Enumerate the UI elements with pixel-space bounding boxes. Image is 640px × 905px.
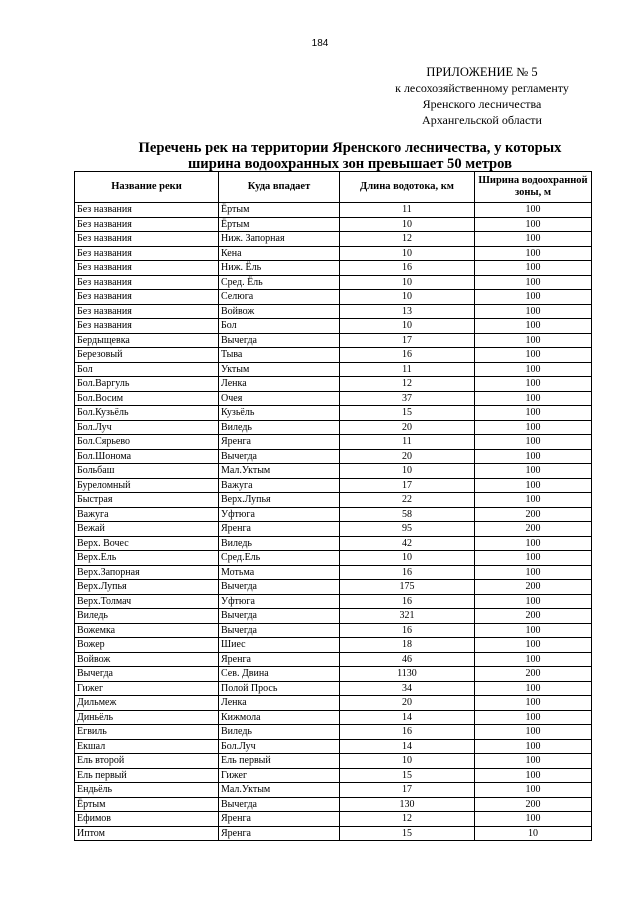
- length-cell: 20: [340, 420, 475, 435]
- zone-width-cell: 100: [475, 290, 592, 305]
- river-name-cell: Без названия: [75, 290, 219, 305]
- table-row: [75, 478, 592, 493]
- table-row: [75, 681, 592, 696]
- length-cell: 22: [340, 493, 475, 508]
- flows-into-cell: Ёртым: [219, 217, 340, 232]
- river-name-cell: Без названия: [75, 275, 219, 290]
- flows-into-cell: Ниж. Ёль: [219, 261, 340, 276]
- table-row: [75, 493, 592, 508]
- flows-into-cell: Сред.Ель: [219, 551, 340, 566]
- length-cell: 16: [340, 623, 475, 638]
- flows-into-cell: Яренга: [219, 435, 340, 450]
- length-cell: 175: [340, 580, 475, 595]
- river-name-cell: Вожер: [75, 638, 219, 653]
- appendix-block: [292, 64, 592, 128]
- flows-into-cell: Ленка: [219, 377, 340, 392]
- river-name-cell: Бол.Луч: [75, 420, 219, 435]
- length-cell: 12: [340, 377, 475, 392]
- flows-into-cell: Кижмола: [219, 710, 340, 725]
- river-name-cell: Бол.Варгуль: [75, 377, 219, 392]
- zone-width-cell: 200: [475, 609, 592, 624]
- length-cell: 1130: [340, 667, 475, 682]
- length-cell: 16: [340, 594, 475, 609]
- zone-width-cell: 100: [475, 551, 592, 566]
- table-row: [75, 333, 592, 348]
- river-name-cell: Бол.Восим: [75, 391, 219, 406]
- river-name-cell: Бол.Кузьёль: [75, 406, 219, 421]
- zone-width-cell: 100: [475, 319, 592, 334]
- zone-width-cell: 100: [475, 217, 592, 232]
- flows-into-cell: Шиес: [219, 638, 340, 653]
- zone-width-cell: 100: [475, 768, 592, 783]
- length-cell: 42: [340, 536, 475, 551]
- appendix-line-3: Архангельской области: [422, 113, 542, 127]
- table-row: [75, 536, 592, 551]
- flows-into-cell: Вычегда: [219, 449, 340, 464]
- table-row: [75, 391, 592, 406]
- flows-into-cell: Верх.Лупья: [219, 493, 340, 508]
- river-name-cell: Вычегда: [75, 667, 219, 682]
- flows-into-cell: Ниж. Запорная: [219, 232, 340, 247]
- table-header-row: [75, 172, 592, 203]
- length-cell: 15: [340, 768, 475, 783]
- zone-width-cell: 100: [475, 681, 592, 696]
- table-row: [75, 420, 592, 435]
- length-cell: 20: [340, 449, 475, 464]
- river-name-cell: Бол.Сярьево: [75, 435, 219, 450]
- length-cell: 321: [340, 609, 475, 624]
- flows-into-cell: Гижег: [219, 768, 340, 783]
- river-name-cell: Без названия: [75, 232, 219, 247]
- table-row: [75, 696, 592, 711]
- length-cell: 18: [340, 638, 475, 653]
- table-row: [75, 217, 592, 232]
- table-row: [75, 623, 592, 638]
- zone-width-cell: 100: [475, 594, 592, 609]
- river-name-cell: Диньёль: [75, 710, 219, 725]
- table-row: [75, 638, 592, 653]
- length-cell: 16: [340, 725, 475, 740]
- length-cell: 10: [340, 275, 475, 290]
- length-cell: 13: [340, 304, 475, 319]
- zone-width-cell: 100: [475, 739, 592, 754]
- zone-width-cell: 100: [475, 696, 592, 711]
- table-row: [75, 290, 592, 305]
- zone-width-cell: 100: [475, 435, 592, 450]
- river-name-cell: Бердыщевка: [75, 333, 219, 348]
- header-length: Длина водотока, км: [340, 172, 475, 203]
- length-cell: 10: [340, 551, 475, 566]
- length-cell: 12: [340, 812, 475, 827]
- table-row: [75, 406, 592, 421]
- river-name-cell: Ефимов: [75, 812, 219, 827]
- zone-width-cell: 100: [475, 536, 592, 551]
- flows-into-cell: Ель первый: [219, 754, 340, 769]
- flows-into-cell: Мал.Уктым: [219, 783, 340, 798]
- length-cell: 17: [340, 333, 475, 348]
- table-row: [75, 812, 592, 827]
- river-name-cell: Без названия: [75, 304, 219, 319]
- table-row: [75, 275, 592, 290]
- flows-into-cell: Вычегда: [219, 797, 340, 812]
- zone-width-cell: 100: [475, 493, 592, 508]
- length-cell: 10: [340, 217, 475, 232]
- zone-width-cell: 100: [475, 377, 592, 392]
- table-row: [75, 464, 592, 479]
- table-row: [75, 565, 592, 580]
- zone-width-cell: 100: [475, 565, 592, 580]
- title-line-2: ширина водоохранных зон превышает 50 метров: [187, 155, 512, 172]
- appendix-line-1: к лесохозяйственному регламенту: [395, 81, 569, 95]
- flows-into-cell: Войвож: [219, 304, 340, 319]
- appendix-line-2: Яренского лесничества: [422, 97, 542, 111]
- length-cell: 34: [340, 681, 475, 696]
- length-cell: 10: [340, 754, 475, 769]
- length-cell: 10: [340, 290, 475, 305]
- table-row: [75, 362, 592, 377]
- rivers-table: [74, 171, 592, 841]
- table-row: [75, 783, 592, 798]
- zone-width-cell: 100: [475, 783, 592, 798]
- table-row: [75, 449, 592, 464]
- table-row: [75, 580, 592, 595]
- zone-width-cell: 100: [475, 348, 592, 363]
- flows-into-cell: Полой Прось: [219, 681, 340, 696]
- length-cell: 17: [340, 478, 475, 493]
- length-cell: 10: [340, 464, 475, 479]
- table-row: [75, 377, 592, 392]
- table-row: [75, 246, 592, 261]
- table-row: [75, 551, 592, 566]
- flows-into-cell: Важуга: [219, 478, 340, 493]
- zone-width-cell: 200: [475, 667, 592, 682]
- zone-width-cell: 100: [475, 754, 592, 769]
- table-body: [75, 203, 592, 841]
- flows-into-cell: Бол: [219, 319, 340, 334]
- table-row: [75, 768, 592, 783]
- length-cell: 130: [340, 797, 475, 812]
- flows-into-cell: Виледь: [219, 725, 340, 740]
- river-name-cell: Виледь: [75, 609, 219, 624]
- river-name-cell: Важуга: [75, 507, 219, 522]
- length-cell: 95: [340, 522, 475, 537]
- zone-width-cell: 100: [475, 478, 592, 493]
- river-name-cell: Верх.Лупья: [75, 580, 219, 595]
- table-row: [75, 609, 592, 624]
- river-name-cell: Березовый: [75, 348, 219, 363]
- length-cell: 11: [340, 435, 475, 450]
- river-name-cell: Бол.Шонома: [75, 449, 219, 464]
- flows-into-cell: Бол.Луч: [219, 739, 340, 754]
- river-name-cell: Без названия: [75, 246, 219, 261]
- length-cell: 11: [340, 362, 475, 377]
- river-name-cell: Без названия: [75, 261, 219, 276]
- flows-into-cell: Вычегда: [219, 333, 340, 348]
- river-name-cell: Вежай: [75, 522, 219, 537]
- zone-width-cell: 200: [475, 522, 592, 537]
- river-name-cell: Без названия: [75, 319, 219, 334]
- river-name-cell: Гижег: [75, 681, 219, 696]
- flows-into-cell: Яренга: [219, 826, 340, 841]
- river-name-cell: Бол: [75, 362, 219, 377]
- river-name-cell: Ель второй: [75, 754, 219, 769]
- flows-into-cell: Яренга: [219, 812, 340, 827]
- zone-width-cell: 100: [475, 725, 592, 740]
- table-row: [75, 826, 592, 841]
- river-name-cell: Иптом: [75, 826, 219, 841]
- zone-width-cell: 100: [475, 232, 592, 247]
- zone-width-cell: 100: [475, 406, 592, 421]
- header-flows-into: Куда впадает: [219, 172, 340, 203]
- river-name-cell: Ёртым: [75, 797, 219, 812]
- river-name-cell: Ель первый: [75, 768, 219, 783]
- table-row: [75, 754, 592, 769]
- length-cell: 14: [340, 710, 475, 725]
- river-name-cell: Верх. Вочес: [75, 536, 219, 551]
- zone-width-cell: 100: [475, 275, 592, 290]
- flows-into-cell: Сев. Двина: [219, 667, 340, 682]
- zone-width-cell: 100: [475, 623, 592, 638]
- length-cell: 17: [340, 783, 475, 798]
- flows-into-cell: Мотьма: [219, 565, 340, 580]
- flows-into-cell: Виледь: [219, 536, 340, 551]
- table-row: [75, 667, 592, 682]
- river-name-cell: Войвож: [75, 652, 219, 667]
- table-row: [75, 507, 592, 522]
- appendix-title: ПРИЛОЖЕНИЕ № 5: [426, 65, 538, 79]
- flows-into-cell: Кена: [219, 246, 340, 261]
- length-cell: 58: [340, 507, 475, 522]
- flows-into-cell: Вычегда: [219, 623, 340, 638]
- document-title: [90, 141, 610, 172]
- river-name-cell: Дильмеж: [75, 696, 219, 711]
- table-row: [75, 348, 592, 363]
- river-name-cell: Верх.Ель: [75, 551, 219, 566]
- length-cell: 12: [340, 232, 475, 247]
- flows-into-cell: Кузьёль: [219, 406, 340, 421]
- zone-width-cell: 100: [475, 449, 592, 464]
- flows-into-cell: Уктым: [219, 362, 340, 377]
- flows-into-cell: Селюга: [219, 290, 340, 305]
- flows-into-cell: Уфтюга: [219, 594, 340, 609]
- flows-into-cell: Яренга: [219, 652, 340, 667]
- flows-into-cell: Вычегда: [219, 609, 340, 624]
- zone-width-cell: 100: [475, 261, 592, 276]
- length-cell: 15: [340, 826, 475, 841]
- length-cell: 46: [340, 652, 475, 667]
- title-line-1: Перечень рек на территории Яренского лесничества, у которых: [138, 140, 562, 156]
- header-zone-width: Ширина водоохранной зоны, м: [475, 172, 592, 203]
- length-cell: 16: [340, 348, 475, 363]
- river-name-cell: Без названия: [75, 217, 219, 232]
- river-name-cell: Екшал: [75, 739, 219, 754]
- zone-width-cell: 100: [475, 391, 592, 406]
- length-cell: 10: [340, 319, 475, 334]
- length-cell: 20: [340, 696, 475, 711]
- zone-width-cell: 100: [475, 652, 592, 667]
- zone-width-cell: 100: [475, 420, 592, 435]
- zone-width-cell: 100: [475, 362, 592, 377]
- zone-width-cell: 100: [475, 710, 592, 725]
- flows-into-cell: Мал.Уктым: [219, 464, 340, 479]
- river-name-cell: Буреломный: [75, 478, 219, 493]
- zone-width-cell: 200: [475, 797, 592, 812]
- length-cell: 14: [340, 739, 475, 754]
- zone-width-cell: 100: [475, 203, 592, 218]
- length-cell: 11: [340, 203, 475, 218]
- river-name-cell: Быстрая: [75, 493, 219, 508]
- table-row: [75, 319, 592, 334]
- flows-into-cell: Очея: [219, 391, 340, 406]
- table-row: [75, 652, 592, 667]
- zone-width-cell: 100: [475, 304, 592, 319]
- table-row: [75, 739, 592, 754]
- flows-into-cell: Ленка: [219, 696, 340, 711]
- flows-into-cell: Уфтюга: [219, 507, 340, 522]
- zone-width-cell: 100: [475, 246, 592, 261]
- zone-width-cell: 100: [475, 812, 592, 827]
- flows-into-cell: Ёртым: [219, 203, 340, 218]
- flows-into-cell: Яренга: [219, 522, 340, 537]
- river-name-cell: Вожемка: [75, 623, 219, 638]
- length-cell: 10: [340, 246, 475, 261]
- river-name-cell: Верх.Запорная: [75, 565, 219, 580]
- zone-width-cell: 100: [475, 333, 592, 348]
- table-row: [75, 710, 592, 725]
- zone-width-cell: 200: [475, 507, 592, 522]
- flows-into-cell: Сред. Ёль: [219, 275, 340, 290]
- river-name-cell: Без названия: [75, 203, 219, 218]
- table-row: [75, 304, 592, 319]
- length-cell: 16: [340, 261, 475, 276]
- length-cell: 37: [340, 391, 475, 406]
- flows-into-cell: Вычегда: [219, 580, 340, 595]
- table-row: [75, 232, 592, 247]
- table-row: [75, 261, 592, 276]
- table-row: [75, 725, 592, 740]
- table-row: [75, 203, 592, 218]
- header-river-name: Название реки: [75, 172, 219, 203]
- length-cell: 15: [340, 406, 475, 421]
- zone-width-cell: 100: [475, 464, 592, 479]
- zone-width-cell: 200: [475, 580, 592, 595]
- table-row: [75, 522, 592, 537]
- river-name-cell: Верх.Толмач: [75, 594, 219, 609]
- river-name-cell: Егвиль: [75, 725, 219, 740]
- river-name-cell: Ендьёль: [75, 783, 219, 798]
- zone-width-cell: 10: [475, 826, 592, 841]
- table-row: [75, 435, 592, 450]
- length-cell: 16: [340, 565, 475, 580]
- flows-into-cell: Тыва: [219, 348, 340, 363]
- river-name-cell: Больбаш: [75, 464, 219, 479]
- zone-width-cell: 100: [475, 638, 592, 653]
- flows-into-cell: Виледь: [219, 420, 340, 435]
- table-row: [75, 797, 592, 812]
- page-number: 184: [311, 38, 329, 49]
- table-row: [75, 594, 592, 609]
